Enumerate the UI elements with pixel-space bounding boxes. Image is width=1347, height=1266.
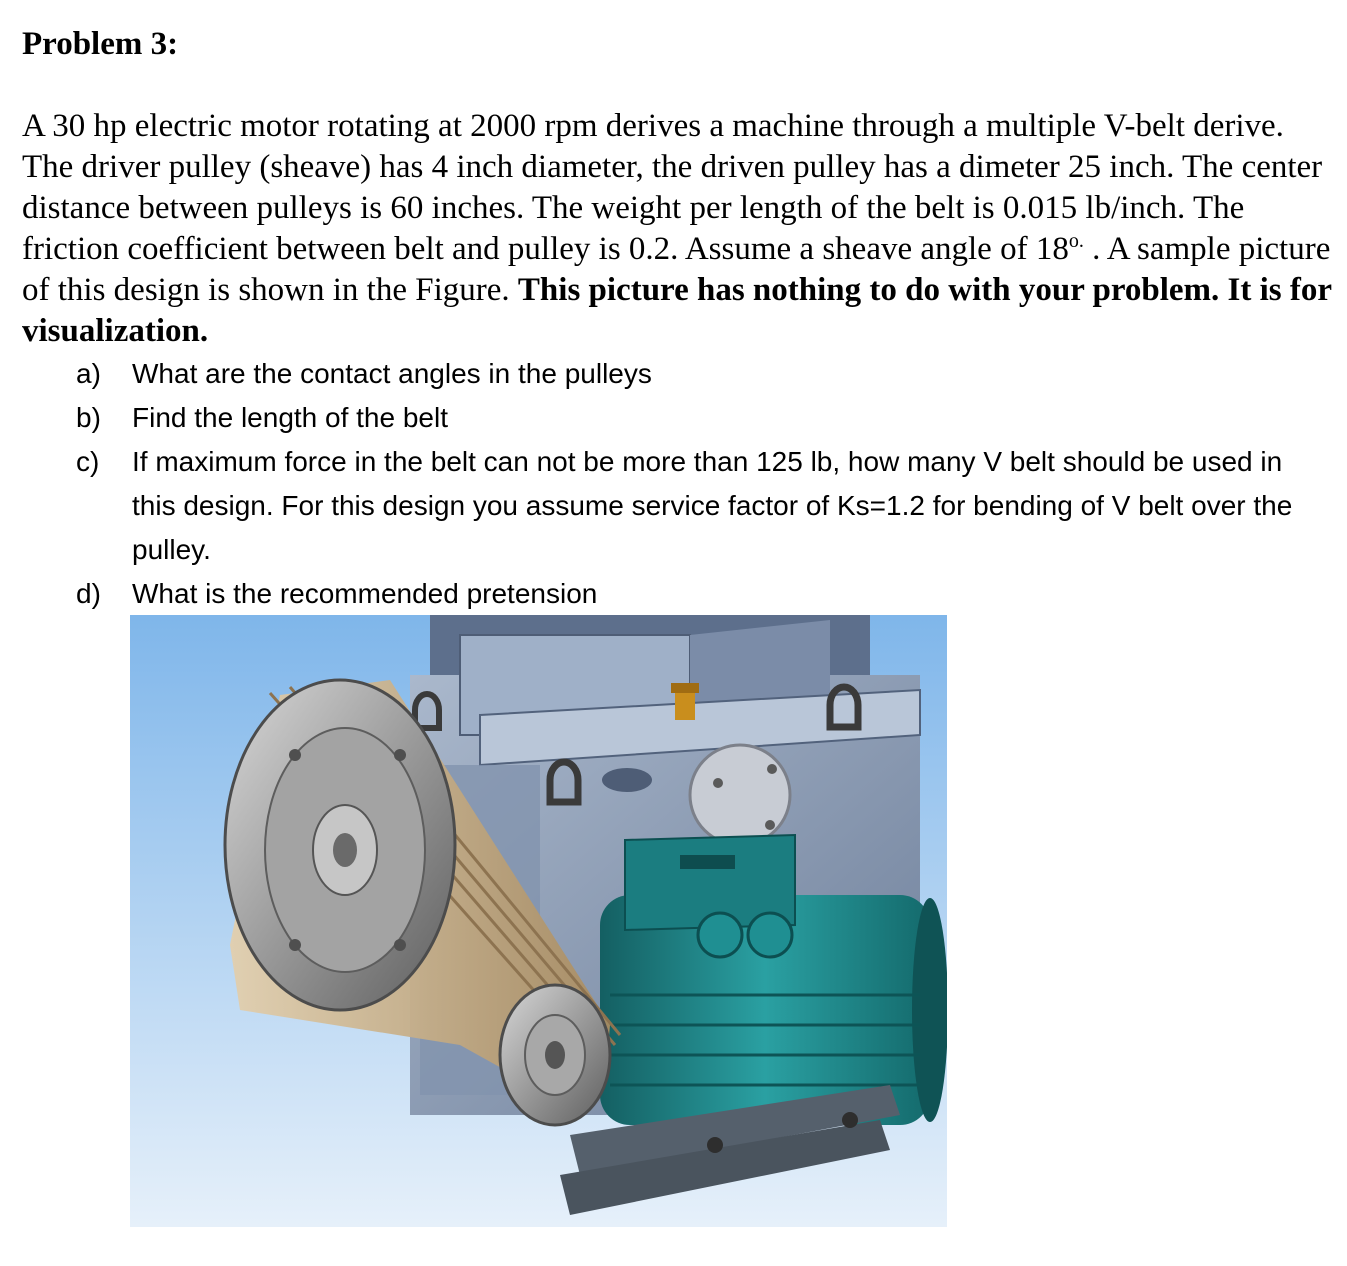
question-text: What are the contact angles in the pulleys xyxy=(132,358,652,389)
small-pulley xyxy=(500,985,610,1125)
question-marker: b) xyxy=(76,402,101,433)
question-b xyxy=(76,396,1326,440)
statement-text-1: A 30 hp electric motor rotating at 2000 rpm derives a machine through a multiple V-belt derive. The driver pulley (sheave) has 4 inch diameter, the driven pulley has a dimeter 25 inch. The center distance between pulleys is 60 inches. The weight per length of the belt is 0.015 lb/inch. The friction coefficient between belt and pulley is 0.2. Assume a sheave angle of 18 xyxy=(22,108,1323,267)
question-text: If maximum force in the belt can not be more than 125 lb, how many V belt should be used in this design. For this design you assume service factor of Ks=1.2 for bending of V belt over the pulley. xyxy=(132,446,1293,565)
round-cover-plate xyxy=(690,745,790,845)
visualization-note: This picture has nothing to do with your problem. It is for visualization. xyxy=(22,272,1332,349)
question-text: Find the length of the belt xyxy=(132,402,448,433)
degree-mark: o. xyxy=(1068,230,1084,252)
question-marker: d) xyxy=(76,578,101,609)
question-text: What is the recommended pretension xyxy=(132,578,598,609)
question-marker: a) xyxy=(76,358,101,389)
large-pulley xyxy=(225,680,455,1010)
belt-drive-figure xyxy=(130,615,947,1227)
question-d xyxy=(76,572,1326,616)
problem-title: Problem 3: xyxy=(22,26,179,62)
question-list xyxy=(76,352,1326,616)
problem-statement xyxy=(22,106,1332,352)
question-c xyxy=(76,440,1326,572)
statement-text-2: . A sample picture of this design is shown in the Figure. xyxy=(22,231,1331,308)
brass-plug xyxy=(671,683,699,720)
question-marker: c) xyxy=(76,446,100,477)
question-a xyxy=(76,352,1326,396)
